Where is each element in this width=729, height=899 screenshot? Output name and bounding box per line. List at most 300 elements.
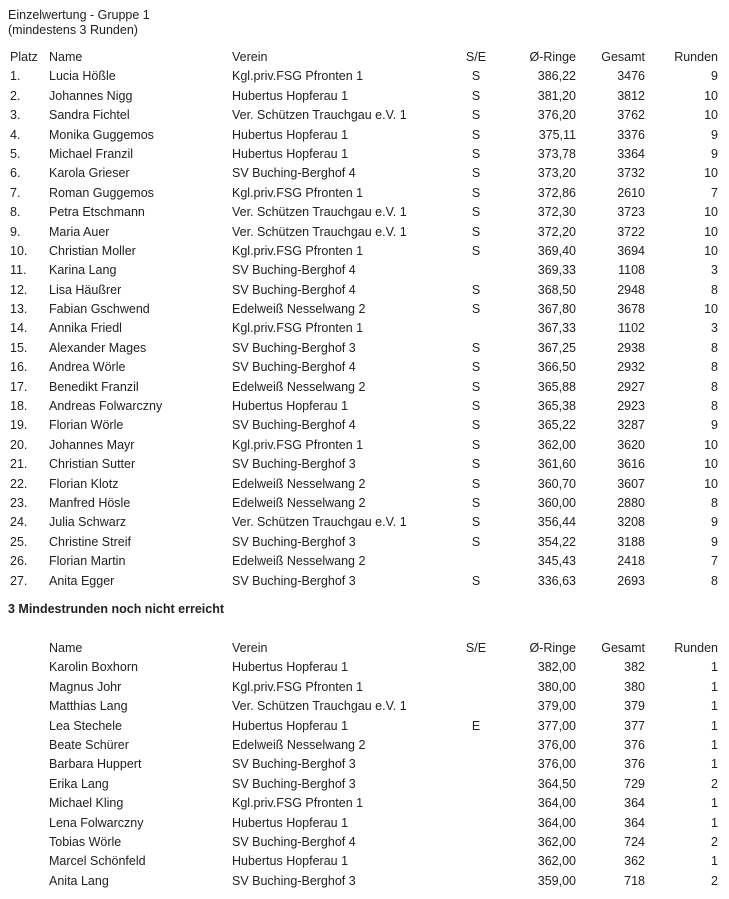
- header-verein: Verein: [232, 50, 268, 64]
- header-verein: Verein: [232, 641, 268, 655]
- cell-avg: 367,80: [537, 302, 576, 317]
- cell-gesamt: 3287: [617, 418, 645, 433]
- cell-avg: 376,00: [537, 757, 576, 772]
- table-row: [0, 380, 729, 399]
- table-row: [0, 438, 729, 457]
- cell-runden: 9: [711, 127, 718, 142]
- cell-verein: Hubertus Hopferau 1: [232, 815, 349, 830]
- cell-name: Johannes Nigg: [49, 88, 133, 103]
- cell-avg: 336,63: [537, 573, 576, 588]
- cell-se: S: [471, 515, 481, 530]
- cell-gesamt: 1108: [618, 263, 645, 278]
- cell-se: S: [471, 340, 481, 355]
- cell-name: Magnus Johr: [49, 679, 122, 694]
- table-row: [0, 108, 729, 127]
- header-se: S/E: [465, 641, 487, 655]
- header-avg: Ø-Ringe: [529, 50, 576, 64]
- cell-name: Lucia Hößle: [49, 69, 116, 84]
- cell-avg: 372,30: [537, 205, 576, 220]
- cell-name: Lea Stechele: [49, 718, 122, 733]
- table-row: [0, 554, 729, 573]
- table-row: [0, 477, 729, 496]
- header-name: Name: [49, 641, 83, 655]
- cell-se: S: [471, 282, 481, 297]
- cell-se: S: [471, 495, 481, 510]
- cell-gesamt: 2418: [617, 554, 645, 569]
- cell-verein: SV Buching-Berghof 4: [232, 282, 356, 297]
- cell-verein: Kgl.priv.FSG Pfronten 1: [232, 69, 364, 84]
- header-name: Name: [49, 50, 83, 64]
- cell-se: S: [471, 360, 481, 375]
- cell-gesamt: 364: [624, 815, 645, 830]
- cell-se: S: [471, 166, 481, 181]
- cell-gesamt: 2923: [617, 399, 645, 414]
- table-row: [0, 283, 729, 302]
- cell-platz: 22.: [10, 476, 28, 491]
- cell-runden: 10: [704, 205, 718, 220]
- cell-verein: Ver. Schützen Trauchgau e.V. 1: [232, 699, 407, 714]
- cell-avg: 373,20: [537, 166, 576, 181]
- table-row: [0, 399, 729, 418]
- cell-runden: 7: [711, 185, 718, 200]
- table-row: [0, 360, 729, 379]
- cell-avg: 369,33: [537, 263, 576, 278]
- cell-platz: 4.: [10, 127, 21, 142]
- table-row: [0, 660, 729, 679]
- cell-gesamt: 3762: [617, 108, 645, 123]
- cell-platz: 19.: [10, 418, 28, 433]
- header-platz: Platz: [10, 50, 38, 64]
- cell-name: Anita Lang: [49, 873, 109, 888]
- cell-runden: 3: [711, 263, 718, 278]
- table-row: [0, 777, 729, 796]
- cell-gesamt: 2693: [617, 573, 645, 588]
- cell-avg: 369,40: [537, 243, 576, 258]
- cell-verein: SV Buching-Berghof 4: [232, 418, 356, 433]
- section-title-not-reached: 3 Mindestrunden noch nicht erreicht: [8, 602, 224, 616]
- cell-se: S: [471, 88, 481, 103]
- cell-se: S: [471, 573, 481, 588]
- table-row: [0, 680, 729, 699]
- cell-name: Johannes Mayr: [49, 437, 135, 452]
- cell-avg: 354,22: [537, 534, 576, 549]
- table-row: [0, 719, 729, 738]
- cell-avg: 377,00: [537, 718, 576, 733]
- cell-platz: 13.: [10, 302, 28, 317]
- cell-verein: Hubertus Hopferau 1: [232, 127, 349, 142]
- cell-se: E: [471, 718, 481, 733]
- cell-verein: Kgl.priv.FSG Pfronten 1: [232, 796, 364, 811]
- table-row: [0, 186, 729, 205]
- cell-verein: SV Buching-Berghof 3: [232, 873, 356, 888]
- header-runden: Runden: [674, 641, 718, 655]
- cell-gesamt: 3208: [617, 515, 645, 530]
- cell-avg: 365,38: [537, 399, 576, 414]
- cell-gesamt: 2948: [617, 282, 645, 297]
- cell-runden: 9: [711, 69, 718, 84]
- cell-runden: 10: [704, 88, 718, 103]
- cell-avg: 366,50: [537, 360, 576, 375]
- cell-platz: 20.: [10, 437, 28, 452]
- cell-se: S: [471, 146, 481, 161]
- cell-se: S: [471, 69, 481, 84]
- cell-name: Florian Martin: [49, 554, 126, 569]
- cell-avg: 360,00: [537, 495, 576, 510]
- cell-avg: 364,00: [537, 796, 576, 811]
- cell-verein: Edelweiß Nesselwang 2: [232, 554, 366, 569]
- table-row: [0, 418, 729, 437]
- table-row: [0, 225, 729, 244]
- cell-platz: 18.: [10, 399, 28, 414]
- cell-name: Erika Lang: [49, 776, 109, 791]
- cell-avg: 368,50: [537, 282, 576, 297]
- cell-platz: 6.: [10, 166, 21, 181]
- cell-runden: 2: [711, 834, 718, 849]
- cell-name: Julia Schwarz: [49, 515, 127, 530]
- cell-se: S: [471, 205, 481, 220]
- cell-verein: Hubertus Hopferau 1: [232, 660, 349, 675]
- cell-platz: 23.: [10, 495, 28, 510]
- cell-runden: 8: [711, 282, 718, 297]
- table-row: [0, 757, 729, 776]
- cell-runden: 9: [711, 146, 718, 161]
- cell-platz: 24.: [10, 515, 28, 530]
- table-row: [0, 89, 729, 108]
- cell-se: S: [471, 379, 481, 394]
- cell-verein: SV Buching-Berghof 3: [232, 573, 356, 588]
- cell-verein: Kgl.priv.FSG Pfronten 1: [232, 185, 364, 200]
- cell-gesamt: 724: [624, 834, 645, 849]
- cell-avg: 372,86: [537, 185, 576, 200]
- table-row: [0, 796, 729, 815]
- cell-gesamt: 376: [624, 757, 645, 772]
- table-row: [0, 341, 729, 360]
- cell-platz: 1.: [10, 69, 21, 84]
- cell-runden: 7: [711, 554, 718, 569]
- cell-runden: 3: [711, 321, 718, 336]
- cell-gesamt: 3607: [617, 476, 645, 491]
- cell-runden: 2: [711, 776, 718, 791]
- cell-gesamt: 2938: [617, 340, 645, 355]
- cell-platz: 7.: [10, 185, 21, 200]
- cell-platz: 15.: [10, 340, 28, 355]
- cell-gesamt: 3476: [617, 69, 645, 84]
- cell-name: Andrea Wörle: [49, 360, 126, 375]
- cell-avg: 356,44: [537, 515, 576, 530]
- cell-name: Barbara Huppert: [49, 757, 142, 772]
- cell-runden: 1: [711, 757, 718, 772]
- cell-runden: 1: [711, 718, 718, 733]
- ranking-table: [0, 50, 729, 593]
- cell-gesamt: 3732: [617, 166, 645, 181]
- cell-name: Michael Kling: [49, 796, 124, 811]
- cell-name: Florian Klotz: [49, 476, 119, 491]
- header-gesamt: Gesamt: [601, 50, 645, 64]
- cell-name: Alexander Mages: [49, 340, 147, 355]
- cell-verein: SV Buching-Berghof 4: [232, 263, 356, 278]
- cell-gesamt: 379: [624, 699, 645, 714]
- cell-platz: 25.: [10, 534, 28, 549]
- table-row: [0, 515, 729, 534]
- cell-avg: 365,22: [537, 418, 576, 433]
- cell-gesamt: 382: [624, 660, 645, 675]
- cell-verein: SV Buching-Berghof 4: [232, 360, 356, 375]
- table-row: [0, 457, 729, 476]
- cell-name: Michael Franzil: [49, 146, 134, 161]
- cell-name: Karolin Boxhorn: [49, 660, 138, 675]
- cell-verein: SV Buching-Berghof 3: [232, 340, 356, 355]
- cell-gesamt: 362: [624, 854, 645, 869]
- cell-verein: SV Buching-Berghof 4: [232, 166, 356, 181]
- cell-platz: 21.: [10, 457, 28, 472]
- cell-avg: 362,00: [537, 437, 576, 452]
- cell-runden: 10: [704, 166, 718, 181]
- cell-avg: 362,00: [537, 834, 576, 849]
- cell-avg: 364,00: [537, 815, 576, 830]
- cell-gesamt: 3364: [617, 146, 645, 161]
- cell-name: Karina Lang: [49, 263, 117, 278]
- cell-gesamt: 2610: [617, 185, 645, 200]
- cell-runden: 1: [711, 796, 718, 811]
- cell-runden: 8: [711, 573, 718, 588]
- header-se: S/E: [465, 50, 487, 64]
- cell-avg: 381,20: [537, 88, 576, 103]
- cell-avg: 380,00: [537, 679, 576, 694]
- cell-se: S: [471, 108, 481, 123]
- table-row: [0, 854, 729, 873]
- cell-avg: 360,70: [537, 476, 576, 491]
- table-row: [0, 263, 729, 282]
- table-row: [0, 874, 729, 893]
- cell-avg: 376,20: [537, 108, 576, 123]
- table-row: [0, 302, 729, 321]
- cell-verein: Ver. Schützen Trauchgau e.V. 1: [232, 515, 407, 530]
- cell-platz: 8.: [10, 205, 21, 220]
- cell-runden: 1: [711, 679, 718, 694]
- cell-verein: Ver. Schützen Trauchgau e.V. 1: [232, 224, 407, 239]
- cell-gesamt: 3812: [617, 88, 645, 103]
- cell-gesamt: 364: [624, 796, 645, 811]
- cell-avg: 364,50: [537, 776, 576, 791]
- cell-name: Beate Schürer: [49, 737, 129, 752]
- cell-se: S: [471, 185, 481, 200]
- cell-avg: 359,00: [537, 873, 576, 888]
- cell-platz: 9.: [10, 224, 21, 239]
- cell-verein: SV Buching-Berghof 3: [232, 534, 356, 549]
- cell-verein: Kgl.priv.FSG Pfronten 1: [232, 243, 364, 258]
- table-row: [0, 244, 729, 263]
- table-row: [0, 535, 729, 554]
- table-row: [0, 574, 729, 593]
- cell-gesamt: 729: [624, 776, 645, 791]
- cell-avg: 367,33: [537, 321, 576, 336]
- cell-se: S: [471, 399, 481, 414]
- cell-verein: Edelweiß Nesselwang 2: [232, 495, 366, 510]
- cell-platz: 14.: [10, 321, 28, 336]
- cell-verein: Hubertus Hopferau 1: [232, 399, 349, 414]
- cell-gesamt: 2927: [617, 379, 645, 394]
- cell-verein: SV Buching-Berghof 3: [232, 457, 356, 472]
- cell-se: S: [471, 437, 481, 452]
- title-line-2: (mindestens 3 Runden): [8, 23, 138, 37]
- cell-platz: 17.: [10, 379, 28, 394]
- cell-name: Tobias Wörle: [49, 834, 122, 849]
- cell-platz: 11.: [10, 263, 27, 278]
- table-row: [0, 128, 729, 147]
- cell-runden: 10: [704, 108, 718, 123]
- cell-avg: 382,00: [537, 660, 576, 675]
- cell-verein: Hubertus Hopferau 1: [232, 146, 349, 161]
- cell-verein: Ver. Schützen Trauchgau e.V. 1: [232, 108, 407, 123]
- cell-verein: Edelweiß Nesselwang 2: [232, 476, 366, 491]
- cell-gesamt: 3723: [617, 205, 645, 220]
- cell-verein: Hubertus Hopferau 1: [232, 718, 349, 733]
- cell-gesamt: 3376: [617, 127, 645, 142]
- not-reached-table: [0, 641, 729, 893]
- table-row: [0, 496, 729, 515]
- cell-avg: 362,00: [537, 854, 576, 869]
- cell-name: Maria Auer: [49, 224, 110, 239]
- table-row: [0, 321, 729, 340]
- cell-name: Monika Guggemos: [49, 127, 154, 142]
- cell-runden: 1: [711, 854, 718, 869]
- cell-platz: 5.: [10, 146, 21, 161]
- cell-se: S: [471, 418, 481, 433]
- cell-name: Anita Egger: [49, 573, 115, 588]
- cell-verein: Edelweiß Nesselwang 2: [232, 737, 366, 752]
- cell-avg: 386,22: [537, 69, 576, 84]
- cell-name: Fabian Gschwend: [49, 302, 150, 317]
- cell-verein: Hubertus Hopferau 1: [232, 88, 349, 103]
- cell-runden: 10: [704, 437, 718, 452]
- cell-avg: 361,60: [537, 457, 576, 472]
- cell-gesamt: 718: [624, 873, 645, 888]
- cell-runden: 10: [704, 224, 718, 239]
- cell-runden: 8: [711, 399, 718, 414]
- cell-runden: 1: [711, 660, 718, 675]
- cell-avg: 367,25: [537, 340, 576, 355]
- cell-runden: 1: [711, 737, 718, 752]
- cell-avg: 345,43: [537, 554, 576, 569]
- cell-verein: Edelweiß Nesselwang 2: [232, 379, 366, 394]
- cell-name: Lisa Häußrer: [49, 282, 122, 297]
- cell-runden: 9: [711, 515, 718, 530]
- table-row: [0, 69, 729, 88]
- cell-name: Sandra Fichtel: [49, 108, 130, 123]
- cell-runden: 10: [704, 243, 718, 258]
- cell-gesamt: 3722: [617, 224, 645, 239]
- cell-gesamt: 1102: [618, 321, 645, 336]
- cell-gesamt: 2880: [617, 495, 645, 510]
- cell-runden: 8: [711, 340, 718, 355]
- cell-gesamt: 3620: [617, 437, 645, 452]
- cell-avg: 373,78: [537, 146, 576, 161]
- cell-gesamt: 2932: [617, 360, 645, 375]
- cell-verein: SV Buching-Berghof 4: [232, 834, 356, 849]
- cell-se: S: [471, 243, 481, 258]
- cell-verein: SV Buching-Berghof 3: [232, 776, 356, 791]
- table-header-row: [0, 641, 729, 660]
- cell-verein: Edelweiß Nesselwang 2: [232, 302, 366, 317]
- title-line-1: Einzelwertung - Gruppe 1: [8, 8, 150, 22]
- cell-name: Karola Grieser: [49, 166, 130, 181]
- table-row: [0, 816, 729, 835]
- cell-avg: 375,11: [538, 127, 576, 142]
- cell-gesamt: 3616: [617, 457, 645, 472]
- cell-platz: 12.: [10, 282, 28, 297]
- cell-avg: 365,88: [537, 379, 576, 394]
- cell-avg: 379,00: [537, 699, 576, 714]
- header-runden: Runden: [674, 50, 718, 64]
- page-title: [8, 8, 150, 38]
- cell-gesamt: 376: [624, 737, 645, 752]
- table-header-row: [0, 50, 729, 69]
- cell-name: Christian Sutter: [49, 457, 136, 472]
- cell-se: S: [471, 302, 481, 317]
- cell-name: Lena Folwarczny: [49, 815, 144, 830]
- header-gesamt: Gesamt: [601, 641, 645, 655]
- table-row: [0, 166, 729, 185]
- cell-verein: Hubertus Hopferau 1: [232, 854, 349, 869]
- cell-gesamt: 3188: [617, 534, 645, 549]
- cell-verein: Kgl.priv.FSG Pfronten 1: [232, 321, 364, 336]
- cell-verein: Kgl.priv.FSG Pfronten 1: [232, 437, 364, 452]
- cell-se: S: [471, 476, 481, 491]
- cell-runden: 8: [711, 360, 718, 375]
- cell-name: Manfred Hösle: [49, 495, 131, 510]
- cell-platz: 27.: [10, 573, 28, 588]
- table-row: [0, 699, 729, 718]
- cell-name: Matthias Lang: [49, 699, 128, 714]
- cell-runden: 10: [704, 457, 718, 472]
- table-row: [0, 738, 729, 757]
- cell-runden: 1: [711, 815, 718, 830]
- cell-se: S: [471, 224, 481, 239]
- cell-se: S: [471, 457, 481, 472]
- cell-verein: Kgl.priv.FSG Pfronten 1: [232, 679, 364, 694]
- header-avg: Ø-Ringe: [529, 641, 576, 655]
- cell-runden: 9: [711, 418, 718, 433]
- cell-runden: 10: [704, 302, 718, 317]
- cell-name: Roman Guggemos: [49, 185, 154, 200]
- cell-avg: 372,20: [537, 224, 576, 239]
- cell-se: S: [471, 534, 481, 549]
- cell-name: Annika Friedl: [49, 321, 122, 336]
- cell-avg: 376,00: [537, 737, 576, 752]
- cell-name: Florian Wörle: [49, 418, 124, 433]
- cell-gesamt: 3694: [617, 243, 645, 258]
- cell-gesamt: 3678: [617, 302, 645, 317]
- cell-runden: 8: [711, 379, 718, 394]
- cell-verein: SV Buching-Berghof 3: [232, 757, 356, 772]
- table-row: [0, 835, 729, 854]
- cell-platz: 2.: [10, 88, 21, 103]
- cell-name: Benedikt Franzil: [49, 379, 139, 394]
- cell-runden: 9: [711, 534, 718, 549]
- cell-name: Andreas Folwarczny: [49, 399, 163, 414]
- cell-platz: 3.: [10, 108, 21, 123]
- cell-se: S: [471, 127, 481, 142]
- table-row: [0, 205, 729, 224]
- cell-name: Christine Streif: [49, 534, 131, 549]
- cell-platz: 16.: [10, 360, 28, 375]
- cell-gesamt: 377: [624, 718, 645, 733]
- cell-name: Marcel Schönfeld: [49, 854, 146, 869]
- cell-runden: 1: [711, 699, 718, 714]
- cell-platz: 26.: [10, 554, 28, 569]
- cell-platz: 10.: [10, 243, 28, 258]
- cell-name: Petra Etschmann: [49, 205, 145, 220]
